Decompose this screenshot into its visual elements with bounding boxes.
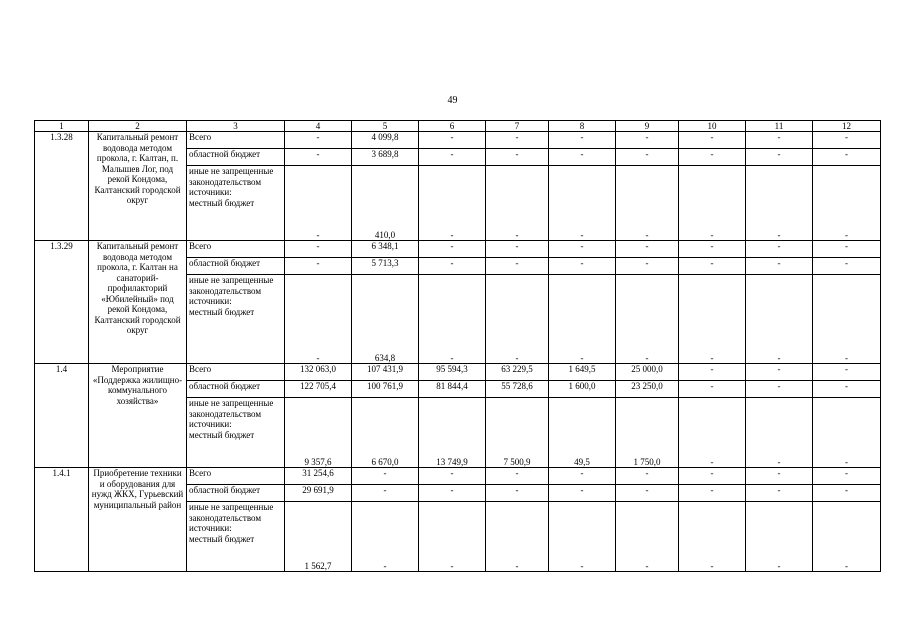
value-cell: - [549, 485, 616, 502]
funding-source-sublabel: местный бюджет [189, 197, 255, 208]
funding-source [187, 381, 285, 398]
value-cell: - [352, 485, 419, 502]
value-cell: - [616, 485, 679, 502]
value-cell: - [679, 241, 746, 258]
value-cell: 31 254,6 [285, 468, 352, 485]
value-cell: - [616, 258, 679, 275]
value-cell: - [285, 258, 352, 275]
value-cell: - [285, 166, 352, 241]
value-cell: 13 749,9 [419, 398, 486, 468]
column-header: 9 [616, 121, 679, 132]
value-cell: 410,0 [352, 166, 419, 241]
value-cell: - [616, 149, 679, 166]
funding-source [187, 166, 285, 241]
value-cell: 9 357,6 [285, 398, 352, 468]
item-number: 1.4 [35, 364, 89, 468]
value-cell: - [813, 241, 881, 258]
value-cell: - [549, 166, 616, 241]
value-cell: - [549, 132, 616, 149]
column-header: 8 [549, 121, 616, 132]
column-header: 5 [352, 121, 419, 132]
value-cell: - [679, 258, 746, 275]
value-cell: - [813, 468, 881, 485]
value-cell: - [813, 398, 881, 468]
page-number: 49 [447, 95, 458, 106]
value-cell: - [549, 275, 616, 364]
value-cell: - [813, 502, 881, 572]
value-cell: 1 600,0 [549, 381, 616, 398]
value-cell: - [486, 258, 549, 275]
funding-source-label: иные не запрещенные законодательством источники: [189, 166, 274, 197]
value-cell: 100 761,9 [352, 381, 419, 398]
value-cell: - [616, 132, 679, 149]
value-cell: 3 689,8 [352, 149, 419, 166]
value-cell: - [419, 149, 486, 166]
value-cell: - [549, 241, 616, 258]
funding-source-label: областной бюджет [189, 381, 261, 391]
funding-source-label: областной бюджет [189, 485, 261, 495]
value-cell: - [486, 166, 549, 241]
funding-source-sublabel: местный бюджет [189, 429, 255, 440]
value-cell: 4 099,8 [352, 132, 419, 149]
funding-source-label: областной бюджет [189, 149, 261, 159]
value-cell: - [616, 166, 679, 241]
funding-source [187, 275, 285, 364]
value-cell: - [486, 502, 549, 572]
funding-source-label: Всего [189, 132, 212, 142]
value-cell: - [419, 275, 486, 364]
value-cell: - [616, 468, 679, 485]
value-cell: - [679, 149, 746, 166]
value-cell: - [679, 398, 746, 468]
value-cell: - [549, 468, 616, 485]
column-header: 2 [89, 121, 187, 132]
item-number: 1.4.1 [35, 468, 89, 572]
value-cell: 107 431,9 [352, 364, 419, 381]
value-cell: 81 844,4 [419, 381, 486, 398]
value-cell: 1 649,5 [549, 364, 616, 381]
funding-source-label: областной бюджет [189, 258, 261, 268]
funding-source-label: Всего [189, 241, 212, 251]
value-cell: - [486, 132, 549, 149]
value-cell: - [746, 166, 813, 241]
value-cell: - [486, 275, 549, 364]
value-cell: - [285, 149, 352, 166]
value-cell: - [813, 149, 881, 166]
value-cell: - [679, 364, 746, 381]
funding-source-label: иные не запрещенные законодательством источники: [189, 502, 274, 533]
column-header: 3 [187, 121, 285, 132]
value-cell: - [679, 132, 746, 149]
value-cell: - [352, 502, 419, 572]
value-cell: - [813, 132, 881, 149]
funding-source [187, 485, 285, 502]
column-header: 6 [419, 121, 486, 132]
value-cell: - [679, 381, 746, 398]
funding-source [187, 364, 285, 381]
value-cell: - [746, 258, 813, 275]
value-cell: - [419, 132, 486, 149]
item-number: 1.3.29 [35, 241, 89, 364]
funding-source [187, 468, 285, 485]
table-row [35, 468, 881, 485]
value-cell: - [419, 485, 486, 502]
column-header: 7 [486, 121, 549, 132]
value-cell: - [813, 364, 881, 381]
value-cell: - [746, 398, 813, 468]
column-header: 11 [746, 121, 813, 132]
value-cell: - [746, 132, 813, 149]
value-cell: 7 500,9 [486, 398, 549, 468]
funding-source-label: иные не запрещенные законодательством источники: [189, 275, 274, 306]
funding-source [187, 398, 285, 468]
value-cell: 1 562,7 [285, 502, 352, 572]
item-name: Мероприятие «Поддержка жилищно-коммунального хозяйства» [89, 364, 187, 468]
value-cell: 95 594,3 [419, 364, 486, 381]
value-cell: - [679, 166, 746, 241]
funding-source [187, 258, 285, 275]
value-cell: - [616, 275, 679, 364]
item-name: Капитальный ремонт водовода методом прокола, г. Калтан на санаторий-профилакторий «Юбилейный» под рекой Кондома, Калтанский городской округ [89, 241, 187, 364]
value-cell: - [746, 241, 813, 258]
value-cell: - [746, 275, 813, 364]
column-header: 1 [35, 121, 89, 132]
value-cell: - [549, 502, 616, 572]
value-cell: - [285, 241, 352, 258]
value-cell: - [549, 258, 616, 275]
value-cell: - [486, 149, 549, 166]
value-cell: - [486, 485, 549, 502]
value-cell: - [746, 468, 813, 485]
value-cell: 6 348,1 [352, 241, 419, 258]
value-cell: - [813, 275, 881, 364]
value-cell: 55 728,6 [486, 381, 549, 398]
funding-source-sublabel: местный бюджет [189, 533, 255, 544]
table-row [35, 132, 881, 149]
funding-source-sublabel: местный бюджет [189, 306, 255, 317]
value-cell: - [616, 502, 679, 572]
value-cell: - [352, 468, 419, 485]
table-row [35, 241, 881, 258]
value-cell: - [486, 241, 549, 258]
value-cell: - [679, 275, 746, 364]
table-row [35, 364, 881, 381]
funding-source-label: Всего [189, 364, 212, 374]
value-cell: - [813, 166, 881, 241]
value-cell: - [486, 468, 549, 485]
value-cell: - [679, 468, 746, 485]
value-cell: - [419, 166, 486, 241]
item-name: Приобретение техники и оборудования для нужд ЖКХ, Гурьевский муниципальный район [89, 468, 187, 572]
value-cell: - [679, 485, 746, 502]
value-cell: 49,5 [549, 398, 616, 468]
funding-source [187, 149, 285, 166]
value-cell: 132 063,0 [285, 364, 352, 381]
value-cell: - [813, 485, 881, 502]
budget-table [34, 120, 881, 572]
value-cell: - [746, 485, 813, 502]
value-cell: 63 229,5 [486, 364, 549, 381]
column-header: 4 [285, 121, 352, 132]
value-cell: - [746, 381, 813, 398]
value-cell: - [419, 468, 486, 485]
value-cell: - [746, 149, 813, 166]
value-cell: - [679, 502, 746, 572]
value-cell: - [813, 258, 881, 275]
value-cell: - [746, 364, 813, 381]
funding-source [187, 132, 285, 149]
value-cell: 6 670,0 [352, 398, 419, 468]
funding-source-label: иные не запрещенные законодательством источники: [189, 398, 274, 429]
item-number: 1.3.28 [35, 132, 89, 241]
value-cell: - [285, 132, 352, 149]
column-number-row [35, 121, 881, 132]
funding-source [187, 241, 285, 258]
value-cell: 122 705,4 [285, 381, 352, 398]
value-cell: - [813, 381, 881, 398]
value-cell: - [419, 241, 486, 258]
value-cell: 23 250,0 [616, 381, 679, 398]
value-cell: - [746, 502, 813, 572]
value-cell: 1 750,0 [616, 398, 679, 468]
funding-source-label: Всего [189, 468, 212, 478]
funding-source [187, 502, 285, 572]
column-header: 12 [813, 121, 881, 132]
item-name: Капитальный ремонт водовода методом прокола, г. Калтан, п. Малышев Лог, под рекой Кондома, Калтанский городской округ [89, 132, 187, 241]
value-cell: - [549, 149, 616, 166]
value-cell: - [285, 275, 352, 364]
value-cell: 634,8 [352, 275, 419, 364]
value-cell: - [419, 258, 486, 275]
value-cell: - [616, 241, 679, 258]
value-cell: - [419, 502, 486, 572]
value-cell: 5 713,3 [352, 258, 419, 275]
value-cell: 29 691,9 [285, 485, 352, 502]
column-header: 10 [679, 121, 746, 132]
value-cell: 25 000,0 [616, 364, 679, 381]
